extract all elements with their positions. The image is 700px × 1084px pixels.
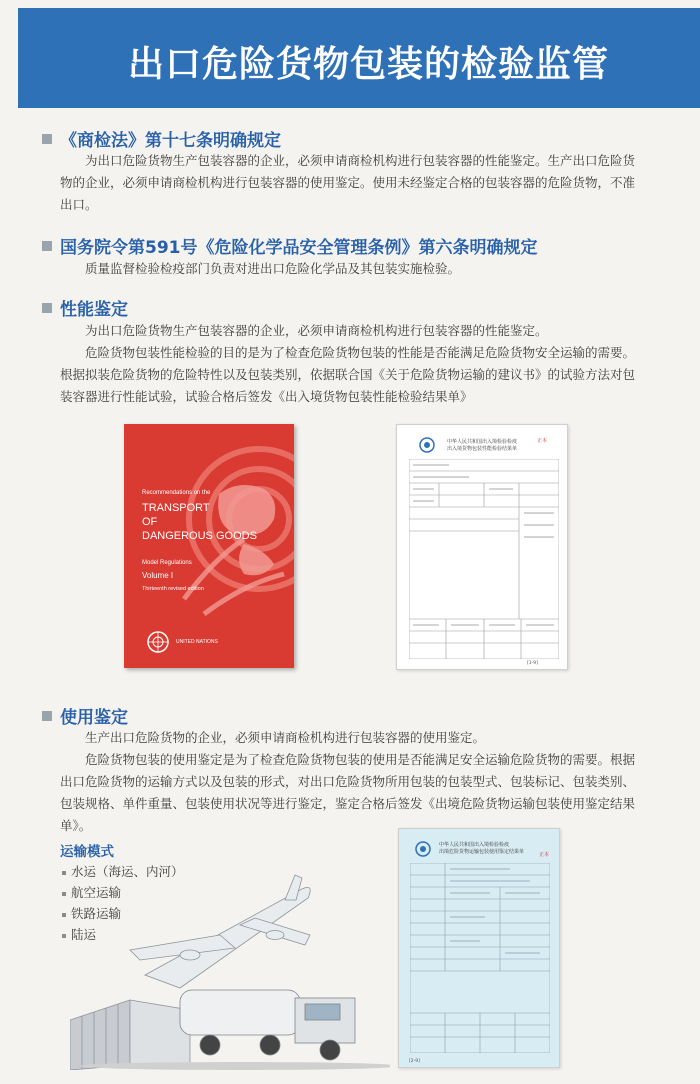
square-bullet-icon	[42, 711, 52, 721]
book-title-line: OF	[142, 516, 158, 528]
section-heading-performance	[42, 295, 128, 320]
airplane-icon	[130, 875, 310, 988]
book-title-line: TRANSPORT	[142, 502, 210, 514]
bullet-dot-icon	[62, 913, 66, 917]
ground-shadow	[80, 1062, 390, 1070]
section-paragraph: 质量监督检验检疫部门负责对进出口危险化学品及其包装实施检验。	[85, 261, 461, 276]
form-header: 中华人民共和国出入境检验检疫	[439, 842, 510, 848]
section-heading-usage	[42, 703, 128, 728]
transport-modes-title: 运输模式	[60, 844, 114, 860]
section-title: 《商检法》第十七条明确规定	[60, 131, 281, 151]
book-model-regulations: Model Regulations	[142, 560, 192, 566]
section-heading-state-council	[42, 233, 538, 258]
section-paragraph: 生产出口危险货物的企业，必须申请商检机构进行包装容器的使用鉴定。	[85, 730, 486, 745]
bullet-dot-icon	[62, 871, 66, 875]
transport-mode-item: 航空运输	[62, 883, 121, 901]
section-title: 性能鉴定	[60, 300, 128, 320]
section-title: 使用鉴定	[60, 708, 128, 728]
section-heading-commodity-law	[42, 126, 281, 151]
book-volume: Volume I	[142, 571, 174, 580]
usage-result-form	[398, 828, 560, 1068]
section-paragraph: 为出口危险货物生产包装容器的企业，必须申请商检机构进行包装容器的性能鉴定。生产出口危险货物的企业，必须申请商检机构进行包装容器的使用鉴定。使用未经鉴定合格的包装容器的危险货物，不准出口。	[60, 153, 636, 212]
form-stamp: 正本	[539, 852, 550, 858]
square-bullet-icon	[42, 134, 52, 144]
form-grid	[409, 459, 559, 659]
performance-result-form	[396, 424, 568, 670]
section-title: 国务院令第591号《危险化学品安全管理条例》第六条明确规定	[60, 238, 538, 258]
form-header: 中华人民共和国出入境检验检疫	[447, 439, 518, 445]
header-banner	[18, 8, 700, 108]
square-bullet-icon	[42, 241, 52, 251]
section-paragraph: 危险货物包装性能检验的目的是为了检查危险货物包装的性能是否能满足危险货物安全运输的需要。根据拟装危险货物的危险特性以及包装类别，依据联合国《关于危险货物运输的建议书》的试验方法对包装容器进行性能试验，试验合格后签发《出入境货物包装性能检验结果单》	[60, 345, 636, 404]
ciq-seal-icon	[419, 437, 435, 453]
section-paragraph: 危险货物包装的使用鉴定是为了检查危险货物包装的使用是否能满足安全运输危险货物的需要。根据出口危险货物的运输方式以及包装的形式，对出口危险货物所用包装的包装型式、包装标记、包装类别、包装规格、单件重量、包装使用状况等进行鉴定，鉴定合格后签发《出境危险货物运输包装使用鉴定结果单》。	[60, 752, 636, 833]
transport-mode-item: 水运（海运、内河）	[62, 862, 184, 880]
book-publisher: UNITED NATIONS	[176, 639, 218, 645]
un-logo-icon	[146, 630, 170, 654]
tanker-truck-icon	[180, 990, 355, 1060]
book-subtitle: Recommendations on the	[142, 490, 211, 496]
form-stamp: 正本	[537, 438, 548, 444]
transport-illustration	[70, 870, 390, 1070]
cargo-container-icon	[70, 1000, 190, 1070]
bullet-dot-icon	[62, 892, 66, 896]
form-header: 出境危险货物运输包装使用鉴定结果单	[439, 849, 525, 855]
book-edition: Thirteenth revised edition	[142, 586, 204, 592]
bullet-dot-icon	[62, 934, 66, 938]
section-paragraph: 为出口危险货物生产包装容器的企业，必须申请商检机构进行包装容器的性能鉴定。	[85, 323, 548, 338]
form-footer: [1-9]	[527, 661, 538, 666]
transport-mode-item: 铁路运输	[62, 904, 121, 922]
book-title-line: DANGEROUS GOODS	[142, 530, 257, 542]
form-grid	[410, 863, 550, 1053]
transport-mode-item: 陆运	[62, 925, 96, 943]
form-footer: [2-9]	[409, 1059, 420, 1064]
un-dangerous-goods-book	[124, 424, 294, 668]
ciq-seal-icon	[415, 841, 431, 857]
form-header: 出入境货物包装性能检验结果单	[447, 446, 518, 452]
page-title: 出口危险货物包装的检验监管	[128, 44, 610, 85]
square-bullet-icon	[42, 303, 52, 313]
